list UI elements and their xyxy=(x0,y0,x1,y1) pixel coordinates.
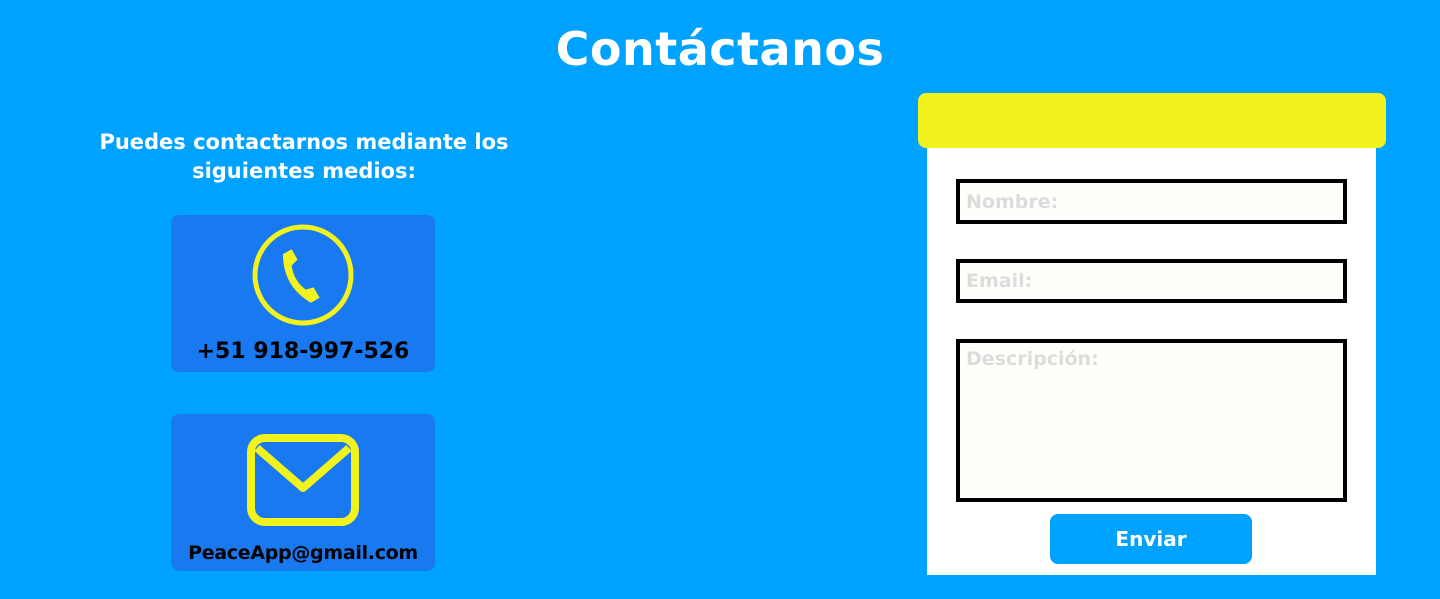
email-contact-card xyxy=(171,414,435,571)
page-title: Contáctanos xyxy=(555,22,885,76)
name-input[interactable] xyxy=(956,179,1347,224)
email-input[interactable] xyxy=(956,259,1347,303)
contact-form xyxy=(927,148,1376,575)
mail-icon xyxy=(171,434,435,526)
phone-contact-card xyxy=(171,215,435,372)
description-textarea[interactable] xyxy=(956,339,1347,502)
phone-icon xyxy=(171,223,435,327)
contact-intro-text: Puedes contactarnos mediante los siguientes medios: xyxy=(99,130,509,183)
send-button[interactable]: Enviar xyxy=(1050,514,1252,564)
form-header-bar xyxy=(918,93,1386,148)
email-address[interactable]: PeaceApp@gmail.com xyxy=(188,542,418,564)
phone-number[interactable]: +51 918-997-526 xyxy=(196,339,410,364)
